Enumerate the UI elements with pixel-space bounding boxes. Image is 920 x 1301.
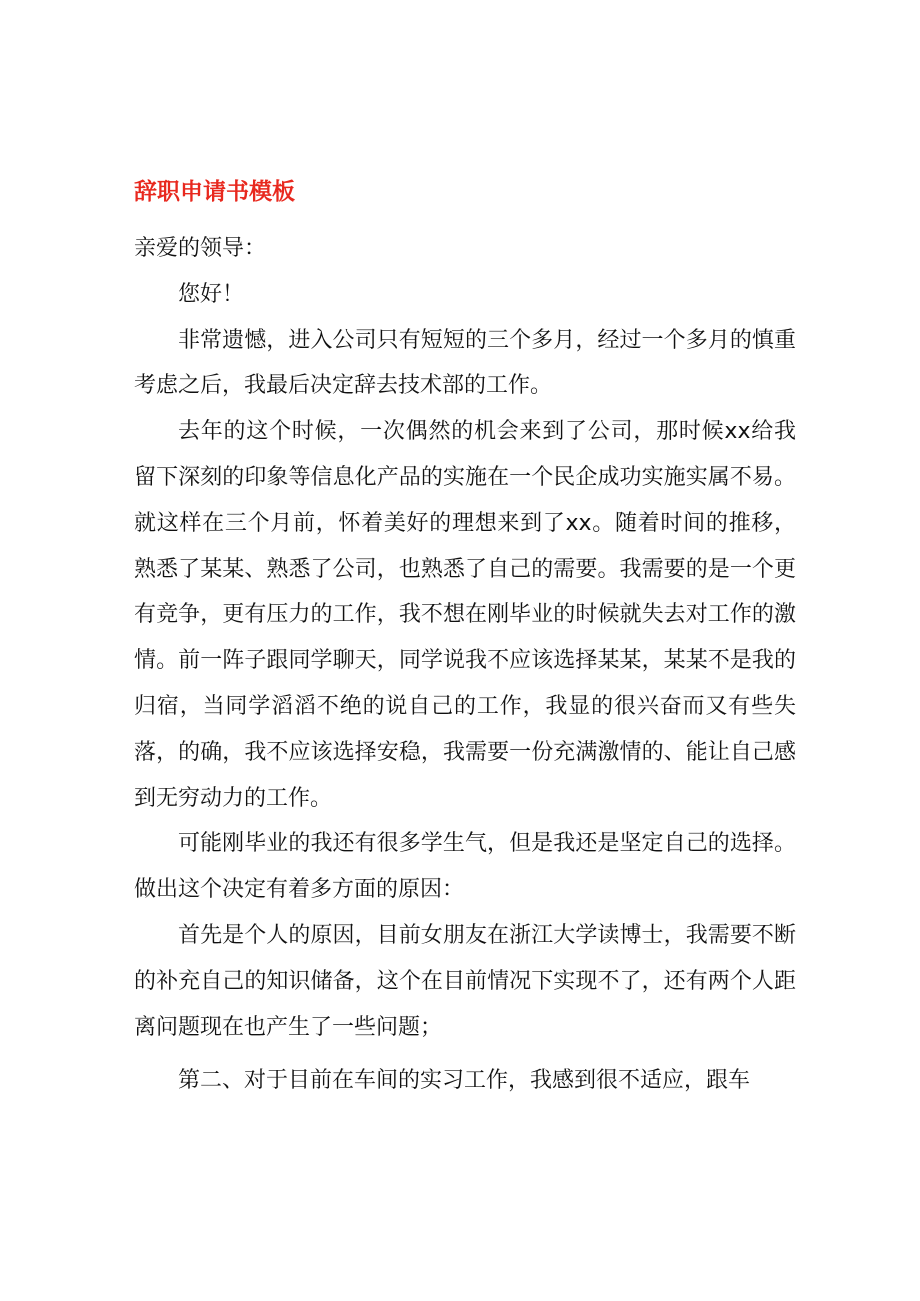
document-title: 辞职申请书模板 xyxy=(134,179,295,205)
paragraph-reason-first: 首先是个人的原因，目前女朋友在浙江大学读博士，我需要不断的补充自己的知识储备，这个在目前情况下实现不了，还有两个人距离问题现在也产生了一些问题； xyxy=(134,922,796,1040)
paragraph-decision: 非常遗憾，进入公司只有短短的三个多月，经过一个多月的慎重考虑之后，我最后决定辞去技术部的工作。 xyxy=(134,327,796,399)
salutation: 亲爱的领导： xyxy=(134,236,267,261)
paragraph-background: 去年的这个时候，一次偶然的机会来到了公司，那时候xx给我留下深刻的印象等信息化产品的实施在一个民企成功实施实属不易。就这样在三个月前，怀着美好的理想来到了xx。随着时间的推移，熟悉了某某、熟悉了公司，也熟悉了自己的需要。我需要的是一个更有竞争，更有压力的工作，我不想在刚毕业的时候就失去对工作的激情。前一阵子跟同学聊天，同学说我不应该选择某某，某某不是我的归宿，当同学滔滔不绝的说自己的工作，我显的很兴奋而又有些失落，的确，我不应该选择安稳，我需要一份充满激情的、能让自己感到无穷动力的工作。 xyxy=(134,419,796,811)
paragraph-reason-second: 第二、对于目前在车间的实习工作，我感到很不适应，跟车 xyxy=(178,1068,751,1094)
paragraph-greeting: 您好！ xyxy=(178,281,245,307)
document-body xyxy=(134,226,796,1104)
paragraph-reasons-intro: 可能刚毕业的我还有很多学生气，但是我还是坚定自己的选择。做出这个决定有着多方面的原因： xyxy=(134,831,796,903)
